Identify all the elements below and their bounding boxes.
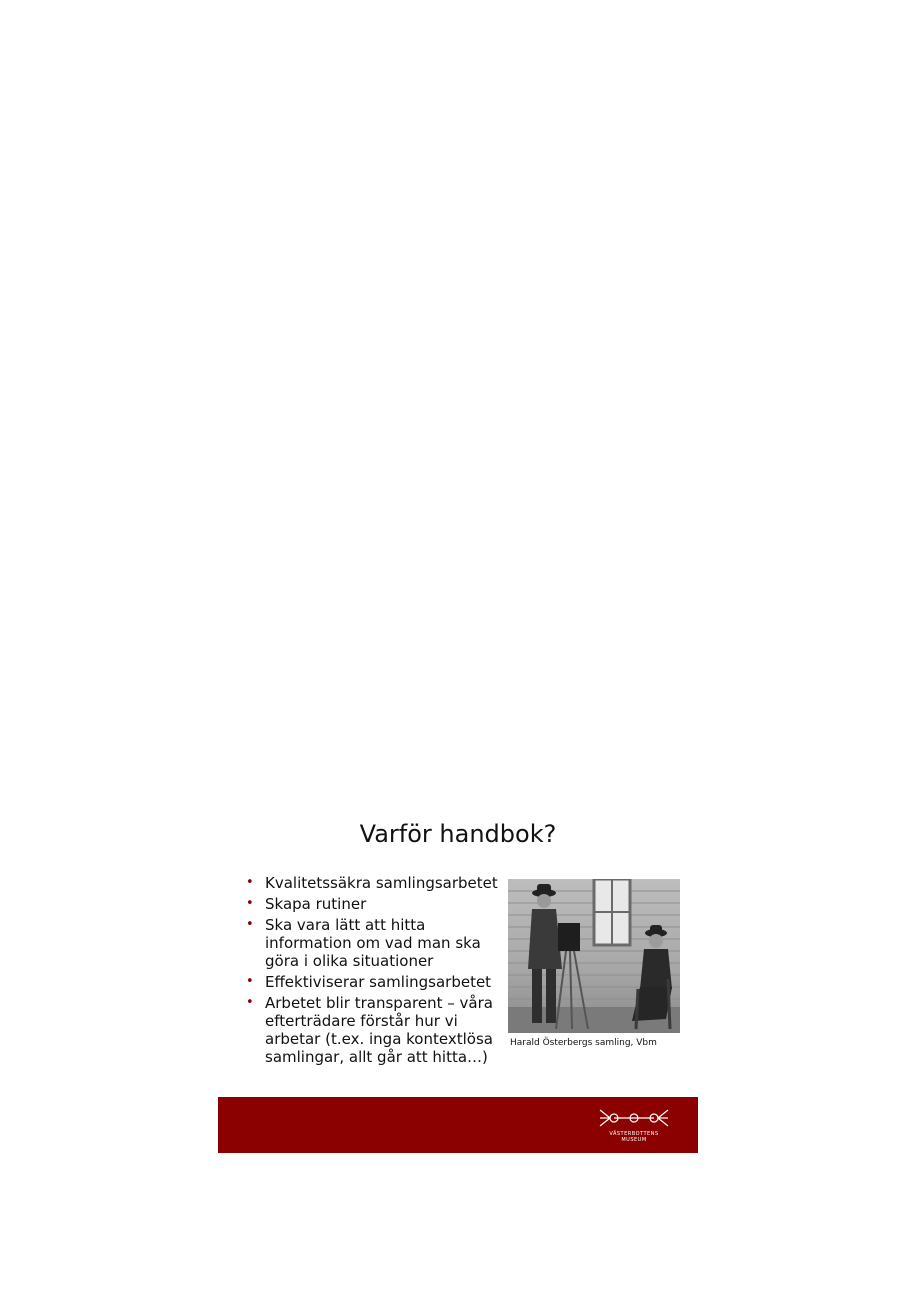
bullet-text: Skapa rutiner xyxy=(265,895,367,913)
bullet-text: Ska vara lätt att hitta information om vad man ska göra i olika situationer xyxy=(265,916,481,970)
bullet-dot-icon: • xyxy=(246,974,254,989)
museum-logo-icon xyxy=(596,1106,672,1130)
photo-illustration xyxy=(508,879,680,1033)
bullet-text: Arbetet blir transparent – våra efterträdare förstår hur vi arbetar (t.ex. inga kontextlösa samlingar, allt går att hitta…) xyxy=(265,994,493,1066)
bullet-text: Kvalitetssäkra samlingsarbetet xyxy=(265,874,498,892)
bullet-dot-icon: • xyxy=(246,875,254,890)
bullet-item xyxy=(244,973,504,991)
bullet-dot-icon: • xyxy=(246,995,254,1010)
bullet-item xyxy=(244,874,504,892)
photo-caption: Harald Österbergs samling, Vbm xyxy=(510,1038,657,1048)
bullet-dot-icon: • xyxy=(246,917,254,932)
bullet-list xyxy=(244,874,504,1069)
historical-photo xyxy=(508,879,680,1033)
footer-band xyxy=(218,1097,698,1153)
bullet-dot-icon: • xyxy=(246,896,254,911)
bullet-item xyxy=(244,994,504,1066)
logo-text-line1: VÄSTERBOTTENS xyxy=(609,1131,659,1137)
bullet-item xyxy=(244,895,504,913)
museum-logo xyxy=(596,1106,672,1146)
presentation-slide xyxy=(218,810,698,1153)
bullet-text: Effektiviserar samlingsarbetet xyxy=(265,973,492,991)
slide-title: Varför handbok? xyxy=(359,820,557,848)
logo-text-line2: MUSEUM xyxy=(621,1137,647,1143)
bullet-item xyxy=(244,916,504,970)
